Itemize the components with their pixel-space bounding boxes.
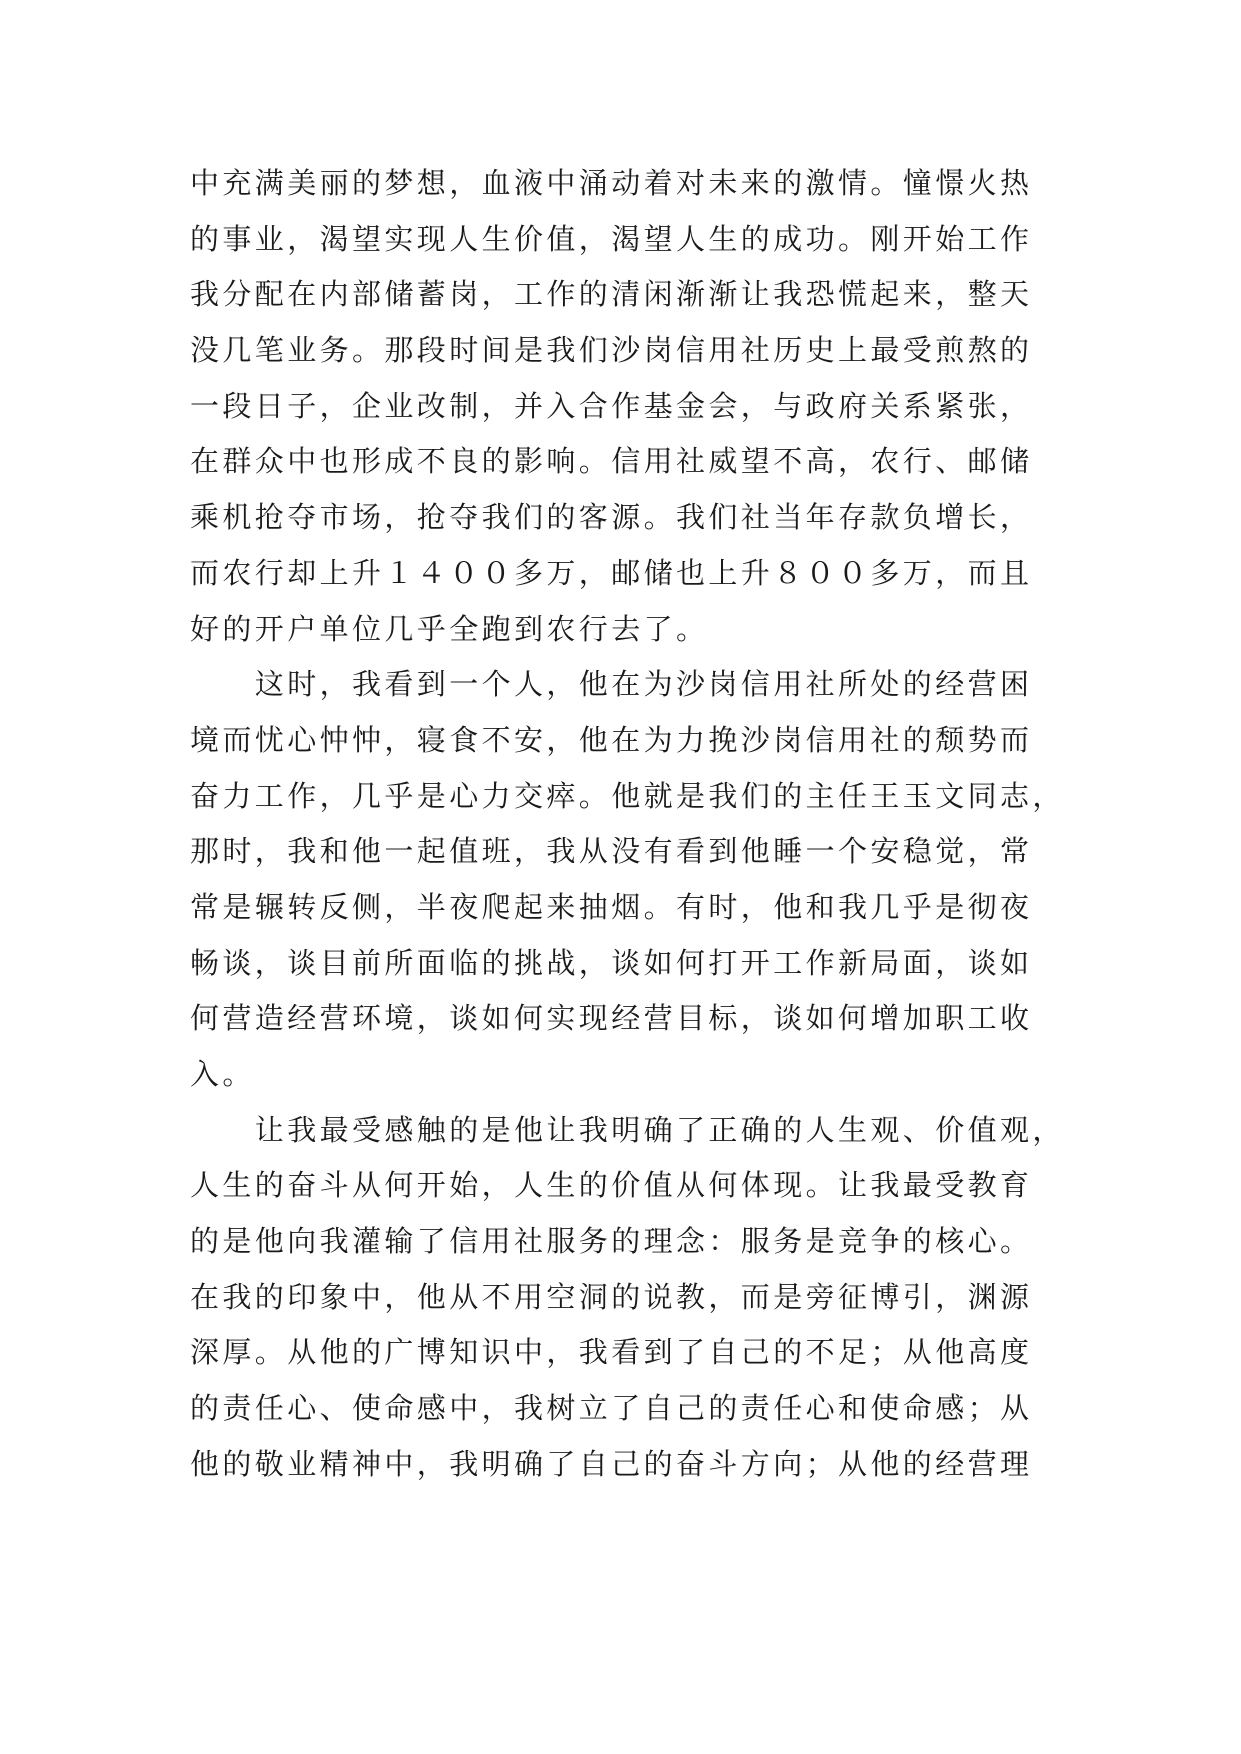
text-line: 的事业，渴望实现人生价值，渴望人生的成功。刚开始工作 <box>190 221 1033 256</box>
text-line: 中充满美丽的梦想，血液中涌动着对未来的激情。憧憬火热 <box>190 166 1033 200</box>
text-line: 畅谈，谈目前所面临的挑战，谈如何打开工作新局面，谈如 <box>190 945 1033 980</box>
text-line: 境而忧心忡忡，寝食不安，他在为力挽沙岗信用社的颓势而 <box>190 722 1033 757</box>
text-line: 的责任心、使命感中，我树立了自己的责任心和使命感；从 <box>190 1391 1033 1426</box>
text-line: 乘机抢夺市场，抢夺我们的客源。我们社当年存款负增长， <box>190 500 1033 535</box>
text-line: 在群众中也形成不良的影响。信用社威望不高，农行、邮储 <box>190 444 1033 479</box>
text-line: 的是他向我灌输了信用社服务的理念：服务是竞争的核心。 <box>190 1224 1033 1259</box>
text-line: 奋力工作，几乎是心力交瘁。他就是我们的主任王玉文同志， <box>190 778 1065 813</box>
text-line: 这时，我看到一个人，他在为沙岗信用社所处的经营困 <box>190 667 1033 702</box>
text-line: 他的敬业精神中，我明确了自己的奋斗方向；从他的经营理 <box>190 1446 1033 1481</box>
body-text <box>190 156 1065 1493</box>
text-line: 好的开户单位几乎全跑到农行去了。 <box>190 611 709 646</box>
text-line: 没几笔业务。那段时间是我们沙岗信用社历史上最受煎熬的 <box>190 333 1033 368</box>
text-line: 一段日子，企业改制，并入合作基金会，与政府关系紧张， <box>190 388 1033 423</box>
text-line: 何营造经营环境，谈如何实现经营目标，谈如何增加职工收 <box>190 1001 1033 1036</box>
text-line: 在我的印象中，他从不用空洞的说教，而是旁征博引，渊源 <box>190 1279 1033 1314</box>
text-line: 入。 <box>190 1057 255 1091</box>
text-line: 深厚。从他的广博知识中，我看到了自己的不足；从他高度 <box>190 1335 1033 1370</box>
text-line: 我分配在内部储蓄岗，工作的清闲渐渐让我恐慌起来，整天 <box>190 277 1033 312</box>
text-line: 常是辗转反侧，半夜爬起来抽烟。有时，他和我几乎是彻夜 <box>190 889 1033 924</box>
text-line: 那时，我和他一起值班，我从没有看到他睡一个安稳觉，常 <box>190 834 1033 869</box>
text-line: 让我最受感触的是他让我明确了正确的人生观、价值观， <box>190 1112 1065 1147</box>
text-line: 而农行却上升１４００多万，邮储也上升８００多万，而且 <box>190 555 1033 590</box>
text-line: 人生的奋斗从何开始，人生的价值从何体现。让我最受教育 <box>190 1168 1033 1203</box>
